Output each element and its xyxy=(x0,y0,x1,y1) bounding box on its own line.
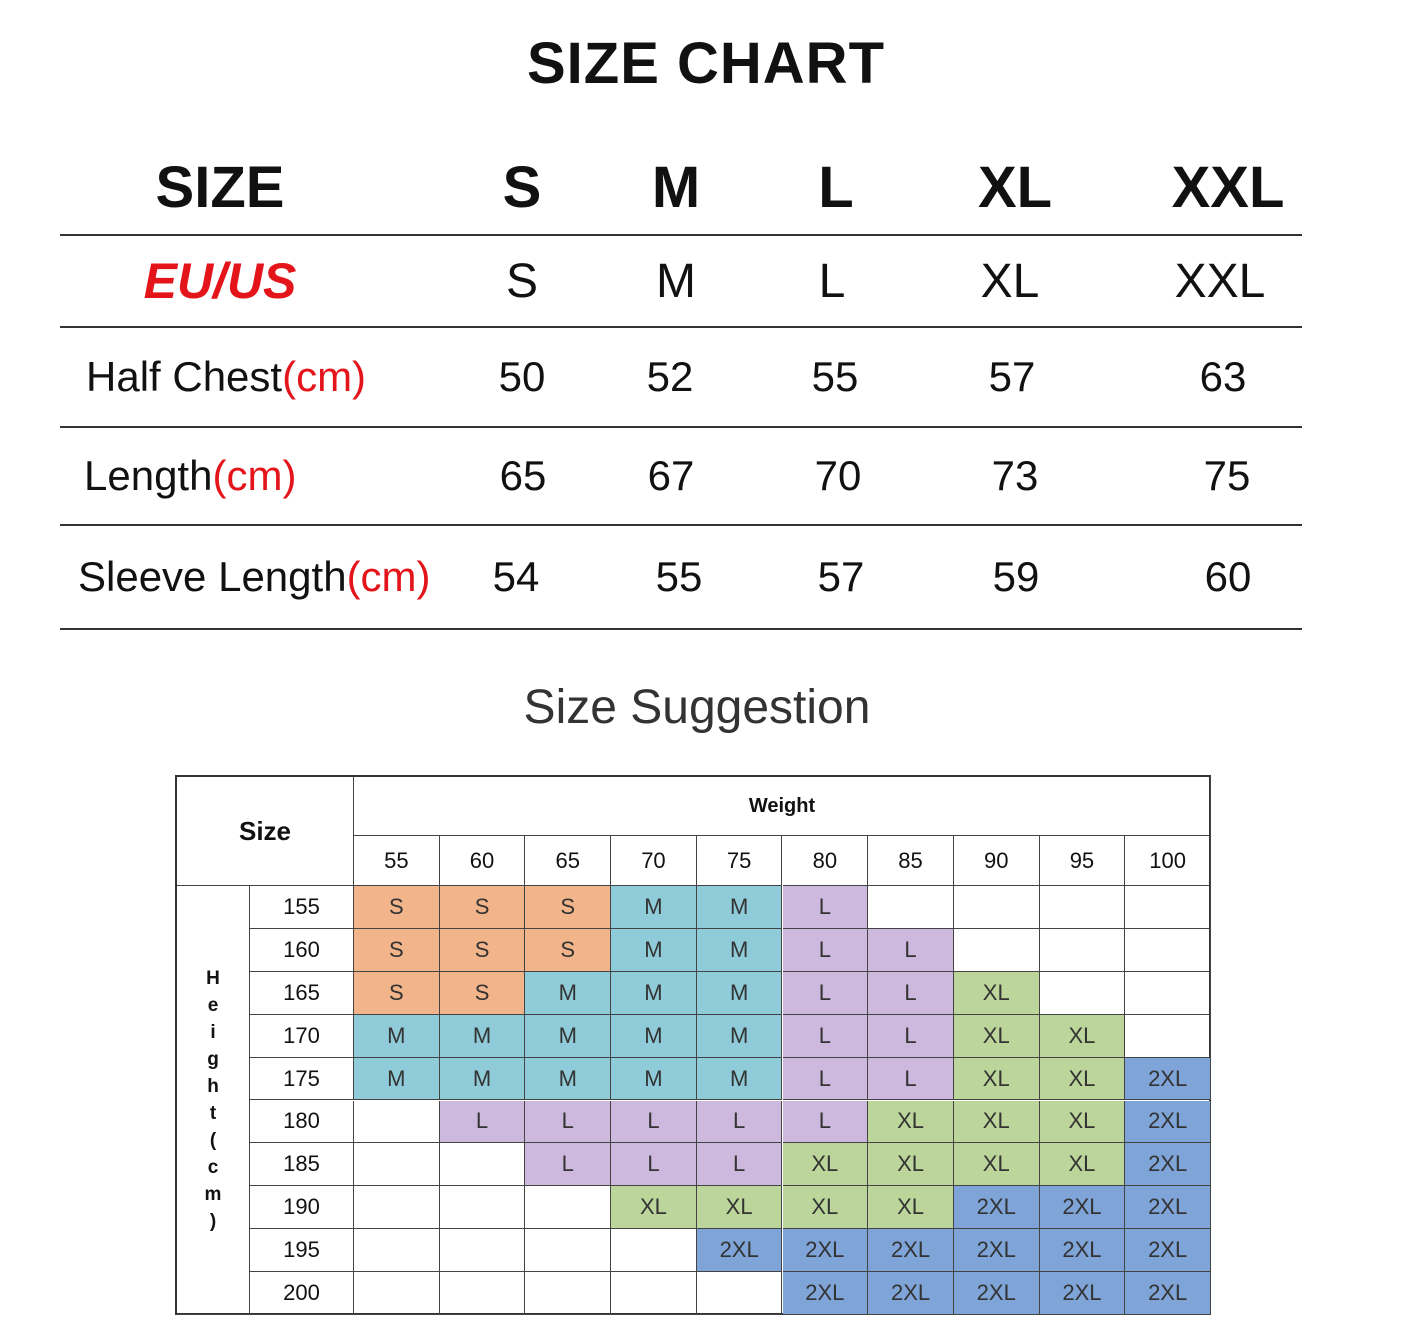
suggestion-cell: S xyxy=(440,886,526,929)
suggestion-cell xyxy=(1040,886,1126,929)
size-header-xxl: XXL xyxy=(1171,154,1285,220)
suggestion-cell: XL xyxy=(954,972,1040,1015)
suggestion-cell: L xyxy=(697,1143,783,1186)
suggestion-cell: L xyxy=(783,972,869,1015)
suggestion-cell: M xyxy=(354,1015,440,1058)
grid-weight-header: Weight xyxy=(354,777,1211,836)
suggestion-cell xyxy=(440,1272,526,1315)
suggestion-cell: S xyxy=(354,929,440,972)
suggestion-cell: XL xyxy=(1040,1058,1126,1101)
suggestion-cell: 2XL xyxy=(868,1229,954,1272)
suggestion-cell: S xyxy=(440,929,526,972)
suggestion-cell: L xyxy=(697,1101,783,1144)
half-chest-xl: 57 xyxy=(988,353,1036,400)
length-label-text: Length xyxy=(84,452,213,499)
sleeve-length-row xyxy=(60,526,1302,630)
suggestion-cell: L xyxy=(525,1101,611,1144)
suggestion-cell: L xyxy=(440,1101,526,1144)
size-suggestion-grid xyxy=(175,775,1211,1315)
suggestion-cell xyxy=(611,1272,697,1315)
suggestion-cell: 2XL xyxy=(1125,1229,1211,1272)
weight-col-65: 65 xyxy=(525,836,611,886)
length-s: 65 xyxy=(499,452,547,499)
suggestion-cell: L xyxy=(611,1143,697,1186)
sleeve-length-s: 54 xyxy=(492,553,540,600)
suggestion-cell: M xyxy=(525,972,611,1015)
suggestion-cell: S xyxy=(354,886,440,929)
size-header-xl: XL xyxy=(977,154,1053,220)
suggestion-cell: L xyxy=(611,1101,697,1144)
suggestion-cell: M xyxy=(697,972,783,1015)
suggestion-cell: XL xyxy=(868,1101,954,1144)
suggestion-cell xyxy=(1040,972,1126,1015)
suggestion-cell: M xyxy=(697,929,783,972)
suggestion-cell: 2XL xyxy=(954,1186,1040,1229)
suggestion-cell xyxy=(954,929,1040,972)
height-row-185: 185 xyxy=(250,1143,354,1186)
suggestion-cell xyxy=(611,1229,697,1272)
weight-col-70: 70 xyxy=(611,836,697,886)
suggestion-cell xyxy=(697,1272,783,1315)
suggestion-cell: S xyxy=(525,886,611,929)
suggestion-cell: 2XL xyxy=(1125,1058,1211,1101)
suggestion-cell: L xyxy=(868,972,954,1015)
suggestion-cell: 2XL xyxy=(1040,1272,1126,1315)
half-chest-label-text: Half Chest xyxy=(86,353,283,400)
suggestion-cell: XL xyxy=(1040,1015,1126,1058)
size-suggestion-title: Size Suggestion xyxy=(523,681,871,734)
suggestion-cell xyxy=(354,1272,440,1315)
suggestion-cell: S xyxy=(354,972,440,1015)
suggestion-cell: 2XL xyxy=(954,1272,1040,1315)
suggestion-cell: M xyxy=(611,929,697,972)
weight-col-90: 90 xyxy=(954,836,1040,886)
suggestion-cell: XL xyxy=(954,1015,1040,1058)
suggestion-cell: L xyxy=(868,1015,954,1058)
suggestion-cell: XL xyxy=(1040,1101,1126,1144)
suggestion-cell: 2XL xyxy=(697,1229,783,1272)
suggestion-cell: 2XL xyxy=(1040,1229,1126,1272)
suggestion-cell: M xyxy=(440,1015,526,1058)
suggestion-cell xyxy=(954,886,1040,929)
suggestion-cell: L xyxy=(868,929,954,972)
half-chest-row xyxy=(60,328,1302,428)
eu-us-xxl: XXL xyxy=(1174,254,1266,308)
height-row-165: 165 xyxy=(250,972,354,1015)
suggestion-cell xyxy=(1125,929,1211,972)
half-chest-s: 50 xyxy=(498,353,546,400)
size-header-row xyxy=(60,140,1302,236)
suggestion-cell: M xyxy=(611,1058,697,1101)
suggestion-cell: L xyxy=(783,886,869,929)
suggestion-cell: XL xyxy=(868,1143,954,1186)
suggestion-cell: XL xyxy=(954,1058,1040,1101)
suggestion-cell: 2XL xyxy=(783,1229,869,1272)
suggestion-cell: XL xyxy=(697,1186,783,1229)
suggestion-cell: S xyxy=(525,929,611,972)
sleeve-length-label-text: Sleeve Length xyxy=(78,553,347,600)
suggestion-cell xyxy=(354,1186,440,1229)
sleeve-length-l: 57 xyxy=(817,553,865,600)
eu-us-s: S xyxy=(505,254,538,308)
sleeve-length-xl: 59 xyxy=(992,553,1040,600)
suggestion-cell: 2XL xyxy=(1125,1186,1211,1229)
length-m: 67 xyxy=(647,452,695,499)
suggestion-cell: S xyxy=(440,972,526,1015)
half-chest-label xyxy=(86,328,466,426)
suggestion-cell: M xyxy=(611,1015,697,1058)
suggestion-cell: XL xyxy=(868,1186,954,1229)
suggestion-cell: 2XL xyxy=(1125,1101,1211,1144)
suggestion-cell: XL xyxy=(611,1186,697,1229)
suggestion-cell: XL xyxy=(783,1143,869,1186)
suggestion-cell: XL xyxy=(1040,1143,1126,1186)
suggestion-cell xyxy=(525,1229,611,1272)
length-l: 70 xyxy=(814,452,862,499)
suggestion-cell: M xyxy=(611,972,697,1015)
size-header-l: L xyxy=(818,154,854,220)
eu-us-l: L xyxy=(818,254,846,308)
height-row-175: 175 xyxy=(250,1058,354,1101)
weight-col-95: 95 xyxy=(1040,836,1126,886)
half-chest-xxl: 63 xyxy=(1199,353,1247,400)
suggestion-cell xyxy=(354,1143,440,1186)
suggestion-cell: L xyxy=(868,1058,954,1101)
suggestion-cell xyxy=(1125,886,1211,929)
suggestion-cell: M xyxy=(440,1058,526,1101)
height-row-155: 155 xyxy=(250,886,354,929)
suggestion-cell xyxy=(440,1143,526,1186)
suggestion-cell: M xyxy=(525,1015,611,1058)
suggestion-cell xyxy=(868,886,954,929)
length-row xyxy=(60,428,1302,526)
sleeve-length-label xyxy=(78,526,478,628)
suggestion-cell: M xyxy=(611,886,697,929)
eu-us-m: M xyxy=(656,254,696,308)
suggestion-cell xyxy=(440,1229,526,1272)
suggestion-cell: XL xyxy=(954,1143,1040,1186)
weight-col-85: 85 xyxy=(868,836,954,886)
length-label xyxy=(84,428,464,524)
suggestion-cell: L xyxy=(525,1143,611,1186)
suggestion-cell xyxy=(354,1229,440,1272)
eu-us-label: EU/US xyxy=(143,253,297,309)
suggestion-cell: 2XL xyxy=(1125,1143,1211,1186)
weight-col-80: 80 xyxy=(783,836,869,886)
height-row-170: 170 xyxy=(250,1015,354,1058)
suggestion-cell: M xyxy=(697,1058,783,1101)
suggestion-cell: 2XL xyxy=(954,1229,1040,1272)
length-xxl: 75 xyxy=(1203,452,1251,499)
height-row-200: 200 xyxy=(250,1272,354,1315)
suggestion-cell xyxy=(525,1186,611,1229)
height-row-190: 190 xyxy=(250,1186,354,1229)
grid-size-header: Size xyxy=(177,777,354,886)
grid-height-label: H e i g h t ( c m ) xyxy=(177,886,250,1315)
suggestion-cell: 2XL xyxy=(783,1272,869,1315)
suggestion-cell: M xyxy=(697,886,783,929)
sleeve-length-unit: (cm) xyxy=(346,553,431,600)
length-unit: (cm) xyxy=(212,452,297,499)
half-chest-unit: (cm) xyxy=(282,353,367,400)
suggestion-cell xyxy=(354,1101,440,1144)
suggestion-cell: M xyxy=(354,1058,440,1101)
suggestion-cell: 2XL xyxy=(868,1272,954,1315)
height-row-180: 180 xyxy=(250,1101,354,1144)
height-row-195: 195 xyxy=(250,1229,354,1272)
eu-us-xl: XL xyxy=(980,254,1040,308)
weight-col-60: 60 xyxy=(440,836,526,886)
suggestion-cell xyxy=(1125,972,1211,1015)
suggestion-cell: L xyxy=(783,1015,869,1058)
page-title: SIZE CHART xyxy=(527,31,885,96)
size-header-s: S xyxy=(502,154,542,220)
half-chest-l: 55 xyxy=(811,353,859,400)
sleeve-length-xxl: 60 xyxy=(1204,553,1252,600)
weight-col-75: 75 xyxy=(697,836,783,886)
suggestion-cell: XL xyxy=(783,1186,869,1229)
suggestion-cell xyxy=(1125,1015,1211,1058)
half-chest-m: 52 xyxy=(646,353,694,400)
suggestion-cell: XL xyxy=(954,1101,1040,1144)
suggestion-cell: M xyxy=(525,1058,611,1101)
suggestion-cell: L xyxy=(783,1101,869,1144)
length-xl: 73 xyxy=(991,452,1039,499)
sleeve-length-m: 55 xyxy=(655,553,703,600)
suggestion-cell: 2XL xyxy=(1125,1272,1211,1315)
weight-col-55: 55 xyxy=(354,836,440,886)
suggestion-cell xyxy=(525,1272,611,1315)
suggestion-cell: M xyxy=(697,1015,783,1058)
height-row-160: 160 xyxy=(250,929,354,972)
suggestion-cell xyxy=(440,1186,526,1229)
suggestion-cell: L xyxy=(783,1058,869,1101)
weight-col-100: 100 xyxy=(1125,836,1211,886)
suggestion-cell: 2XL xyxy=(1040,1186,1126,1229)
suggestion-cell xyxy=(1040,929,1126,972)
size-header-m: M xyxy=(651,154,701,220)
eu-us-row xyxy=(60,236,1302,328)
size-header-label: SIZE xyxy=(155,154,285,220)
suggestion-cell: L xyxy=(783,929,869,972)
